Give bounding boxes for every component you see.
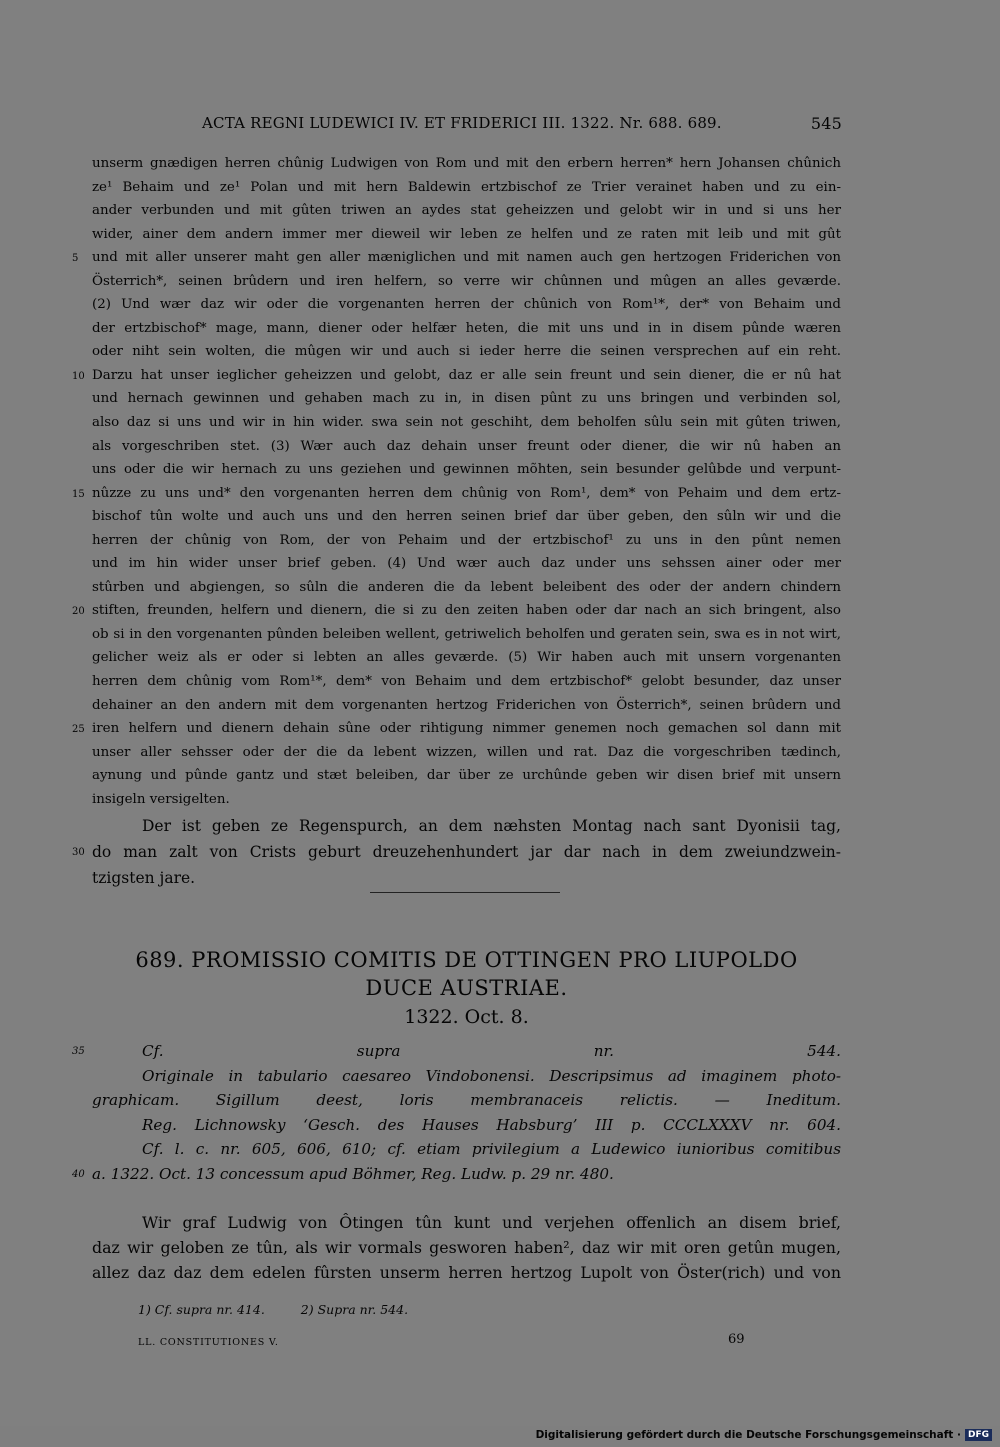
line-number: 35	[72, 1046, 85, 1057]
charter-line: allez daz daz dem edelen fûrsten unserm herren hertzog Lupolt von Öster(rich) und von	[92, 1263, 841, 1282]
footnote: 2) Supra nr. 544.	[300, 1302, 409, 1317]
text-line	[92, 865, 841, 891]
text-line	[92, 694, 841, 718]
dfg-logo: DFG	[965, 1429, 992, 1441]
text-line	[72, 599, 841, 623]
text-line	[92, 435, 841, 459]
section-title-line-1: 689. PROMISSIO COMITIS DE OTTINGEN PRO LIUPOLDO	[135, 948, 798, 972]
text-line	[72, 364, 841, 388]
dfg-credit-text: Digitalisierung gefördert durch die Deutsche Forschungsgemeinschaft ·	[535, 1429, 961, 1441]
text-line	[72, 717, 841, 741]
line-text: wider, ainer dem andern immer mer dieweil wir leben ze helfen und ze raten mit leib und mit gût	[92, 226, 841, 242]
line-text: unserm gnædigen herren chûnig Ludwigen von Rom und mit den erbern herren* hern Johansen chûnich	[92, 156, 841, 171]
line-text: a. 1322. Oct. 13 concessum apud Böhmer, Reg. Ludw. p. 29 nr. 480.	[92, 1164, 614, 1183]
line-text: Cf. supra nr. 544.	[142, 1042, 841, 1060]
line-text: herren der chûnig von Rom, der von Pehaim und der ertzbischof¹ zu uns in den pûnt nemen	[92, 532, 841, 548]
line-number: 30	[72, 847, 85, 858]
line-number: 15	[72, 488, 85, 500]
line-text: nûzze zu uns und* den vorgenanten herren dem chûnig von Rom¹, dem* von Pehaim und dem ertz-	[92, 485, 841, 501]
charter-line: Wir graf Ludwig von Ôtingen tûn kunt und verjehen offenlich an disem brief,	[142, 1213, 841, 1232]
text-line	[72, 1039, 841, 1064]
line-text: Österrich*, seinen brûdern und iren helfern, so verre wir chûnnen und mûgen an alles geværde.	[92, 273, 841, 289]
line-text: dehainer an den andern mit dem vorgenanten hertzog Friderichen von Österrich*, seinen brûdern und	[92, 697, 841, 713]
line-text: der ertzbischof* mage, mann, diener oder helfær heten, die mit uns und in in disem pûnde wæren	[92, 320, 841, 336]
editorial-notes	[72, 1039, 841, 1186]
line-text: stiften, freunden, helfern und dienern, die si zu den zeiten haben oder dar nach an sich bringent, also	[92, 603, 841, 619]
text-line	[92, 813, 841, 839]
text-line	[92, 576, 841, 600]
line-text: und mit aller unserer maht gen aller mæniglichen und mit namen auch gen hertzogen Friderichen von	[92, 250, 841, 266]
footnote: 1) Cf. supra nr. 414.	[138, 1302, 265, 1317]
text-line	[92, 199, 841, 223]
text-line	[72, 246, 841, 270]
line-text: oder niht sein wolten, die mûgen wir und auch si ieder herre die seinen versprechen auf ein reht.	[92, 344, 841, 360]
line-text: insigeln versigelten.	[92, 791, 230, 807]
line-text: Darzu hat unser ieglicher geheizzen und gelobt, daz er alle sein freunt und sein diener, die er nû hat	[92, 367, 841, 383]
line-text: tzigsten jare.	[92, 869, 196, 887]
text-line	[92, 1113, 841, 1138]
line-text: und hernach gewinnen und gehaben mach zu in, in disen pûnt zu uns bringen und verbinden sol,	[92, 391, 841, 407]
section-title	[92, 946, 841, 1002]
text-line	[72, 839, 841, 865]
text-line	[92, 270, 841, 294]
section-divider	[370, 892, 560, 893]
collection-name: LL. CONSTITUTIONES V.	[138, 1337, 279, 1348]
line-text: graphicam. Sigillum deest, loris membranaceis relictis. — Ineditum.	[92, 1091, 841, 1109]
text-line	[92, 411, 841, 435]
text-line	[92, 646, 841, 670]
line-text: also daz si uns und wir in hin wider. swa sein not geschiht, dem beholfen sûlu sein mit gûten triwen,	[92, 415, 841, 431]
text-line	[92, 552, 841, 576]
line-text: Reg. Lichnowsky ‘Gesch. des Hauses Habsburg’ III p. CCCLXXXV nr. 604.	[142, 1115, 841, 1134]
text-line	[92, 741, 841, 765]
charter-line: daz wir geloben ze tûn, als wir vormals gesworen haben², daz wir mit oren getûn mugen,	[92, 1238, 841, 1257]
line-text: stûrben und abgiengen, so sûln die anderen die da lebent beleibent des oder der andern chindern	[92, 579, 841, 595]
line-text: ander verbunden und mit gûten triwen an aydes stat geheizzen und gelobt wir in und si uns her	[92, 203, 841, 219]
line-text: uns oder die wir hernach zu uns geziehen und gewinnen mõhten, sein besunder gelûbde und verpunt-	[92, 462, 841, 478]
dfg-credit	[536, 1429, 992, 1441]
document-text-nr-688	[72, 152, 841, 811]
line-text: do man zalt von Crists geburt dreuzehenhundert jar dar nach in dem zweiundzwein-	[92, 843, 841, 861]
text-line	[92, 1137, 841, 1162]
text-line	[72, 1162, 841, 1187]
text-line	[92, 340, 841, 364]
text-line	[92, 788, 841, 812]
line-text: Originale in tabulario caesareo Vindobonensi. Descripsimus ad imaginem photo-	[142, 1066, 841, 1085]
text-line	[92, 176, 841, 200]
text-line	[92, 1064, 841, 1089]
line-text: ob si in den vorgenanten pûnden beleiben wellent, getriwelich beholfen und geraten sein, swa es in not wirt,	[92, 626, 841, 642]
footnotes	[138, 1302, 444, 1317]
text-line	[92, 317, 841, 341]
text-line	[92, 764, 841, 788]
line-number: 40	[72, 1168, 85, 1180]
text-line	[92, 152, 841, 176]
page-number: 545	[810, 114, 842, 133]
section-date: 1322. Oct. 8.	[404, 1006, 529, 1028]
line-text: Der ist geben ze Regenspurch, an dem næhsten Montag nach sant Dyonisii tag,	[142, 817, 841, 835]
text-line	[92, 623, 841, 647]
text-line	[92, 670, 841, 694]
line-number: 5	[72, 253, 79, 265]
running-title: ACTA REGNI LUDEWICI IV. ET FRIDERICI III. 1322. Nr. 688. 689.	[202, 114, 722, 132]
line-text: unser aller sehsser oder der die da lebent wizzen, willen und rat. Daz die vorgeschriben tædinch,	[92, 744, 841, 760]
text-line	[92, 529, 841, 553]
line-number: 25	[72, 724, 85, 736]
line-text: und im hin wider unser brief geben. (4) Und wær auch daz under uns sehssen ainer oder mer	[92, 556, 841, 572]
line-text: ze¹ Behaim und ze¹ Polan und mit hern Baldewin ertzbischof ze Trier verainet haben und zu ein-	[92, 179, 841, 195]
text-line	[92, 387, 841, 411]
text-line	[92, 223, 841, 247]
funding-bar	[0, 1426, 1000, 1447]
line-text: aynung und pûnde gantz und stæt beleiben, dar über ze urchûnde geben wir disen brief mit unsern	[92, 768, 841, 784]
line-number: 20	[72, 606, 85, 618]
line-text: bischof tûn wolte und auch uns und den herren seinen brief dar über geben, den sûln wir und die	[92, 509, 841, 525]
text-line	[92, 1088, 841, 1113]
text-line	[92, 505, 841, 529]
line-number: 10	[72, 370, 85, 382]
text-line	[72, 482, 841, 506]
line-text: (2) Und wær daz wir oder die vorgenanten herren der chûnich von Rom¹*, der* von Behaim und	[92, 297, 841, 313]
dating-clause	[72, 813, 841, 891]
charter-text-nr-689	[92, 1210, 841, 1285]
section-title-line-2: DUCE AUSTRIAE.	[365, 976, 568, 1000]
line-text: gelicher weiz als er oder si lebten an alles geværde. (5) Wir haben auch mit unsern vorgenanten	[92, 650, 841, 666]
line-text: Cf. l. c. nr. 605, 606, 610; cf. etiam privilegium a Ludewico iunioribus comitibus	[142, 1140, 841, 1158]
line-text: herren dem chûnig vom Rom¹*, dem* von Behaim und dem ertzbischof* gelobt besunder, daz unser	[92, 674, 841, 690]
line-text: als vorgeschriben stet. (3) Wær auch daz dehain unser freunt oder diener, die wir nû haben an	[92, 438, 841, 454]
line-text: iren helfern und dienern dehain sûne oder rihtigung nimmer genemen noch gemachen sol dann mit	[92, 721, 841, 737]
text-line	[92, 293, 841, 317]
sheet-signature: 69	[728, 1332, 745, 1347]
text-line	[92, 458, 841, 482]
